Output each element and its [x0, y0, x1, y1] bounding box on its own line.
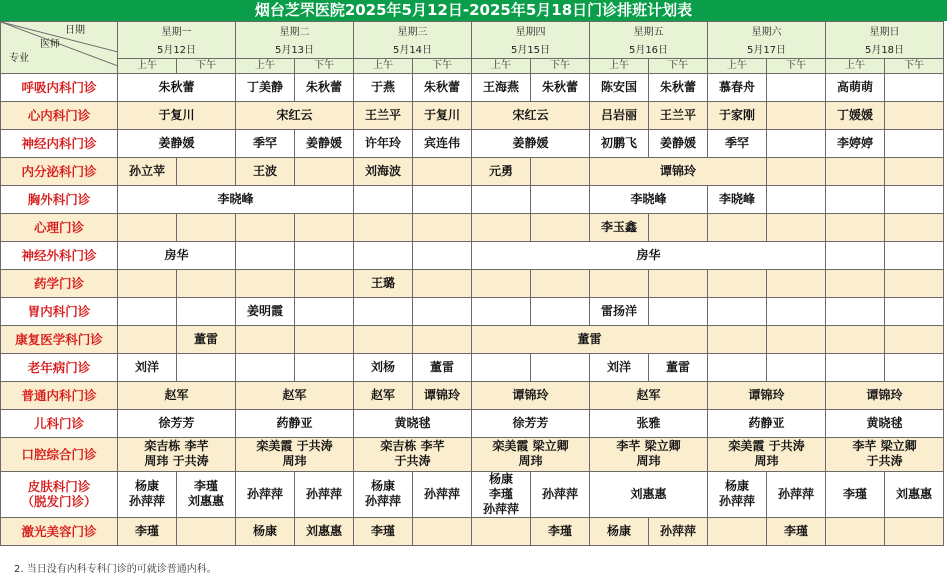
schedule-cell: [413, 213, 472, 241]
schedule-row: [1, 437, 944, 471]
schedule-cell: 季罕: [708, 129, 767, 157]
schedule-cell: 谭锦玲: [826, 381, 944, 409]
schedule-cell: [118, 269, 177, 297]
weekday-header: 星期六: [708, 22, 826, 44]
morning-header: 上午: [472, 58, 531, 73]
schedule-cell: [413, 517, 472, 545]
department-name: 内分泌科门诊: [1, 157, 118, 185]
schedule-cell: [295, 269, 354, 297]
schedule-cell: 杨康: [590, 517, 649, 545]
schedule-cell: [118, 213, 177, 241]
schedule-cell: [295, 325, 354, 353]
schedule-cell: [708, 269, 767, 297]
schedule-cell: [472, 269, 531, 297]
schedule-cell: 朱秋蕾: [295, 73, 354, 101]
date-header: 5月14日: [354, 44, 472, 59]
department-name: 心内科门诊: [1, 101, 118, 129]
schedule-cell: 杨康 孙萍萍: [708, 471, 767, 517]
schedule-cell: [413, 325, 472, 353]
schedule-cell: 李婷婷: [826, 129, 885, 157]
schedule-cell: 李玉鑫: [590, 213, 649, 241]
schedule-cell: 徐芳芳: [118, 409, 236, 437]
schedule-cell: 于复川: [413, 101, 472, 129]
schedule-cell: [177, 517, 236, 545]
department-name: 儿科门诊: [1, 409, 118, 437]
schedule-cell: [295, 297, 354, 325]
schedule-cell: [354, 325, 413, 353]
schedule-cell: 李瑾: [767, 517, 826, 545]
schedule-table: [0, 21, 944, 546]
schedule-cell: 李瑾 刘惠惠: [177, 471, 236, 517]
schedule-cell: 王璐: [354, 269, 413, 297]
schedule-cell: 许年玲: [354, 129, 413, 157]
corner-date-label: 日期: [65, 25, 85, 36]
schedule-cell: 李瑾: [531, 517, 590, 545]
header-ampm-row: [1, 58, 944, 73]
schedule-cell: [413, 185, 472, 213]
schedule-cell: [885, 325, 944, 353]
schedule-cell: 姜明霞: [236, 297, 295, 325]
schedule-row: [1, 381, 944, 409]
schedule-row: [1, 409, 944, 437]
schedule-cell: [649, 213, 708, 241]
schedule-cell: [885, 269, 944, 297]
department-name: 胃内科门诊: [1, 297, 118, 325]
schedule-cell: [885, 213, 944, 241]
schedule-cell: 栾美霞 梁立卿 周玮: [472, 437, 590, 471]
schedule-row: [1, 129, 944, 157]
schedule-cell: 李芊 梁立卿 于共涛: [826, 437, 944, 471]
morning-header: 上午: [826, 58, 885, 73]
schedule-cell: [177, 213, 236, 241]
schedule-cell: [708, 213, 767, 241]
schedule-cell: [767, 101, 826, 129]
morning-header: 上午: [708, 58, 767, 73]
corner-specialty-label: 专业: [9, 53, 29, 64]
department-name: 神经外科门诊: [1, 241, 118, 269]
schedule-cell: [826, 185, 885, 213]
department-name: 胸外科门诊: [1, 185, 118, 213]
schedule-cell: [472, 353, 531, 381]
schedule-cell: [826, 325, 885, 353]
schedule-cell: 孙立苹: [118, 157, 177, 185]
schedule-cell: [531, 185, 590, 213]
schedule-cell: 谭锦玲: [590, 157, 767, 185]
schedule-cell: 李晓峰: [708, 185, 767, 213]
schedule-cell: 药静亚: [236, 409, 354, 437]
schedule-cell: [826, 241, 885, 269]
schedule-cell: 李晓峰: [118, 185, 354, 213]
schedule-cell: 徐芳芳: [472, 409, 590, 437]
schedule-cell: 杨康 孙萍萍: [118, 471, 177, 517]
schedule-cell: [767, 325, 826, 353]
schedule-cell: 刘洋: [118, 353, 177, 381]
department-name: 激光美容门诊: [1, 517, 118, 545]
schedule-cell: [295, 241, 354, 269]
schedule-cell: 宋红云: [236, 101, 354, 129]
schedule-row: [1, 325, 944, 353]
schedule-cell: [826, 157, 885, 185]
schedule-cell: [767, 129, 826, 157]
header-date-row: [1, 44, 944, 59]
schedule-cell: 姜静媛: [118, 129, 236, 157]
schedule-cell: 谭锦玲: [472, 381, 590, 409]
schedule-cell: [826, 517, 885, 545]
schedule-cell: [531, 269, 590, 297]
afternoon-header: 下午: [413, 58, 472, 73]
schedule-cell: 赵军: [236, 381, 354, 409]
schedule-cell: [354, 185, 413, 213]
schedule-cell: [885, 73, 944, 101]
schedule-cell: 丁美静: [236, 73, 295, 101]
schedule-cell: [826, 213, 885, 241]
schedule-cell: [885, 241, 944, 269]
schedule-cell: 丁媛媛: [826, 101, 885, 129]
schedule-cell: [767, 73, 826, 101]
schedule-cell: 王海燕: [472, 73, 531, 101]
schedule-cell: 姜静媛: [295, 129, 354, 157]
schedule-cell: [118, 325, 177, 353]
schedule-cell: 王波: [236, 157, 295, 185]
schedule-cell: [354, 297, 413, 325]
schedule-cell: [177, 157, 236, 185]
schedule-cell: [531, 353, 590, 381]
department-name: 心理门诊: [1, 213, 118, 241]
date-header: 5月18日: [826, 44, 944, 59]
schedule-cell: 宋红云: [472, 101, 590, 129]
schedule-cell: [826, 353, 885, 381]
schedule-cell: 孙萍萍: [295, 471, 354, 517]
schedule-cell: 孙萍萍: [531, 471, 590, 517]
morning-header: 上午: [236, 58, 295, 73]
schedule-cell: 刘洋: [590, 353, 649, 381]
schedule-cell: [177, 269, 236, 297]
schedule-cell: 朱秋蕾: [531, 73, 590, 101]
date-header: 5月15日: [472, 44, 590, 59]
department-name: 药学门诊: [1, 269, 118, 297]
schedule-cell: [236, 241, 295, 269]
schedule-cell: 谭锦玲: [413, 381, 472, 409]
schedule-cell: [531, 213, 590, 241]
schedule-cell: [885, 157, 944, 185]
schedule-cell: [295, 157, 354, 185]
schedule-cell: 朱秋蕾: [649, 73, 708, 101]
schedule-cell: [885, 185, 944, 213]
weekday-header: 星期一: [118, 22, 236, 44]
weekday-header: 星期日: [826, 22, 944, 44]
schedule-cell: 杨康: [236, 517, 295, 545]
schedule-cell: 雷扬洋: [590, 297, 649, 325]
schedule-row: [1, 353, 944, 381]
corner-doctor-label: 医师: [40, 39, 60, 50]
date-header: 5月13日: [236, 44, 354, 59]
schedule-cell: 药静亚: [708, 409, 826, 437]
department-name: 老年病门诊: [1, 353, 118, 381]
morning-header: 上午: [590, 58, 649, 73]
schedule-cell: [354, 241, 413, 269]
schedule-cell: 于燕: [354, 73, 413, 101]
schedule-cell: 栾吉栋 李芊 周玮 于共涛: [118, 437, 236, 471]
schedule-cell: [767, 157, 826, 185]
schedule-cell: 黄晓毬: [354, 409, 472, 437]
schedule-cell: 刘惠惠: [590, 471, 708, 517]
schedule-cell: [236, 213, 295, 241]
schedule-cell: 房华: [118, 241, 236, 269]
schedule-cell: [472, 185, 531, 213]
department-name: 神经内科门诊: [1, 129, 118, 157]
department-name: 呼吸内科门诊: [1, 73, 118, 101]
schedule-cell: [531, 157, 590, 185]
footnote: 2. 当日没有内科专科门诊的可就诊普通内科。: [14, 564, 217, 575]
afternoon-header: 下午: [177, 58, 236, 73]
schedule-cell: [885, 101, 944, 129]
schedule-cell: [885, 353, 944, 381]
schedule-cell: 李瑾: [118, 517, 177, 545]
schedule-cell: 吕岩丽: [590, 101, 649, 129]
schedule-cell: [767, 353, 826, 381]
schedule-cell: 姜静媛: [649, 129, 708, 157]
morning-header: 上午: [354, 58, 413, 73]
department-name: 皮肤科门诊 （脱发门诊）: [1, 471, 118, 517]
page-title: 烟台芝罘医院2025年5月12日-2025年5月18日门诊排班计划表: [0, 0, 947, 21]
weekday-header: 星期二: [236, 22, 354, 44]
schedule-cell: 孙萍萍: [649, 517, 708, 545]
schedule-cell: 于家刚: [708, 101, 767, 129]
schedule-cell: 季罕: [236, 129, 295, 157]
department-name: 普通内科门诊: [1, 381, 118, 409]
schedule-cell: [649, 269, 708, 297]
schedule-cell: 朱秋蕾: [413, 73, 472, 101]
schedule-cell: 李芊 梁立卿 周玮: [590, 437, 708, 471]
schedule-cell: [708, 353, 767, 381]
schedule-cell: [767, 297, 826, 325]
schedule-row: [1, 185, 944, 213]
schedule-cell: 董雷: [649, 353, 708, 381]
schedule-cell: [413, 157, 472, 185]
schedule-cell: [472, 213, 531, 241]
schedule-cell: 栾吉栋 李芊 于共涛: [354, 437, 472, 471]
afternoon-header: 下午: [649, 58, 708, 73]
schedule-cell: 黄晓毬: [826, 409, 944, 437]
schedule-cell: 陈安国: [590, 73, 649, 101]
schedule-cell: 王兰平: [649, 101, 708, 129]
schedule-cell: 刘杨: [354, 353, 413, 381]
weekday-header: 星期五: [590, 22, 708, 44]
afternoon-header: 下午: [885, 58, 944, 73]
schedule-cell: 王兰平: [354, 101, 413, 129]
schedule-cell: [354, 213, 413, 241]
schedule-cell: [826, 269, 885, 297]
afternoon-header: 下午: [531, 58, 590, 73]
schedule-cell: [649, 297, 708, 325]
schedule-cell: [236, 353, 295, 381]
schedule-cell: 杨康 孙萍萍: [354, 471, 413, 517]
schedule-cell: 李瑾: [354, 517, 413, 545]
date-header: 5月12日: [118, 44, 236, 59]
schedule-cell: [177, 353, 236, 381]
schedule-row: [1, 213, 944, 241]
schedule-cell: 董雷: [472, 325, 708, 353]
schedule-cell: 于复川: [118, 101, 236, 129]
schedule-cell: [590, 269, 649, 297]
schedule-cell: 李晓峰: [590, 185, 708, 213]
afternoon-header: 下午: [295, 58, 354, 73]
schedule-cell: [236, 269, 295, 297]
afternoon-header: 下午: [767, 58, 826, 73]
schedule-cell: [708, 517, 767, 545]
schedule-row: [1, 471, 944, 517]
schedule-cell: 刘海波: [354, 157, 413, 185]
schedule-cell: [177, 297, 236, 325]
schedule-cell: 谭锦玲: [708, 381, 826, 409]
schedule-cell: 栾美霞 于共涛 周玮: [236, 437, 354, 471]
schedule-cell: 赵军: [590, 381, 708, 409]
schedule-cell: 赵军: [354, 381, 413, 409]
schedule-cell: [413, 269, 472, 297]
schedule-cell: 孙萍萍: [413, 471, 472, 517]
schedule-cell: 元勇: [472, 157, 531, 185]
schedule-row: [1, 297, 944, 325]
schedule-cell: 张雅: [590, 409, 708, 437]
date-header: 5月17日: [708, 44, 826, 59]
schedule-cell: [885, 297, 944, 325]
schedule-cell: [767, 213, 826, 241]
schedule-cell: [118, 297, 177, 325]
schedule-row: [1, 269, 944, 297]
schedule-cell: [885, 517, 944, 545]
schedule-cell: 栾美霞 于共涛 周玮: [708, 437, 826, 471]
schedule-cell: [708, 325, 767, 353]
schedule-cell: [236, 325, 295, 353]
morning-header: 上午: [118, 58, 177, 73]
schedule-cell: 董雷: [177, 325, 236, 353]
weekday-header: 星期三: [354, 22, 472, 44]
schedule-cell: 孙萍萍: [236, 471, 295, 517]
schedule-cell: 孙萍萍: [767, 471, 826, 517]
schedule-cell: [531, 297, 590, 325]
schedule-cell: 高萌萌: [826, 73, 885, 101]
schedule-cell: [472, 517, 531, 545]
schedule-row: [1, 157, 944, 185]
schedule-cell: 刘惠惠: [295, 517, 354, 545]
schedule-cell: 初鹏飞: [590, 129, 649, 157]
date-header: 5月16日: [590, 44, 708, 59]
schedule-cell: [295, 353, 354, 381]
department-name: 口腔综合门诊: [1, 437, 118, 471]
schedule-cell: 刘惠惠: [885, 471, 944, 517]
schedule-cell: 杨康 李瑾 孙萍萍: [472, 471, 531, 517]
schedule-cell: 房华: [472, 241, 826, 269]
schedule-cell: [472, 297, 531, 325]
schedule-cell: [767, 269, 826, 297]
schedule-cell: [295, 213, 354, 241]
schedule-cell: [708, 297, 767, 325]
schedule-row: [1, 517, 944, 545]
schedule-row: [1, 101, 944, 129]
weekday-header: 星期四: [472, 22, 590, 44]
schedule-cell: 李瑾: [826, 471, 885, 517]
schedule-cell: [413, 241, 472, 269]
schedule-cell: 董雷: [413, 353, 472, 381]
header-weekday-row: [1, 22, 944, 44]
schedule-row: [1, 241, 944, 269]
schedule-cell: 慕春舟: [708, 73, 767, 101]
header-corner: [1, 22, 118, 74]
schedule-cell: [413, 297, 472, 325]
department-name: 康复医学科门诊: [1, 325, 118, 353]
schedule-cell: 宾连伟: [413, 129, 472, 157]
schedule-cell: 姜静媛: [472, 129, 590, 157]
schedule-row: [1, 73, 944, 101]
schedule-cell: [885, 129, 944, 157]
schedule-cell: [767, 185, 826, 213]
schedule-cell: 朱秋蕾: [118, 73, 236, 101]
schedule-cell: 赵军: [118, 381, 236, 409]
schedule-cell: [826, 297, 885, 325]
